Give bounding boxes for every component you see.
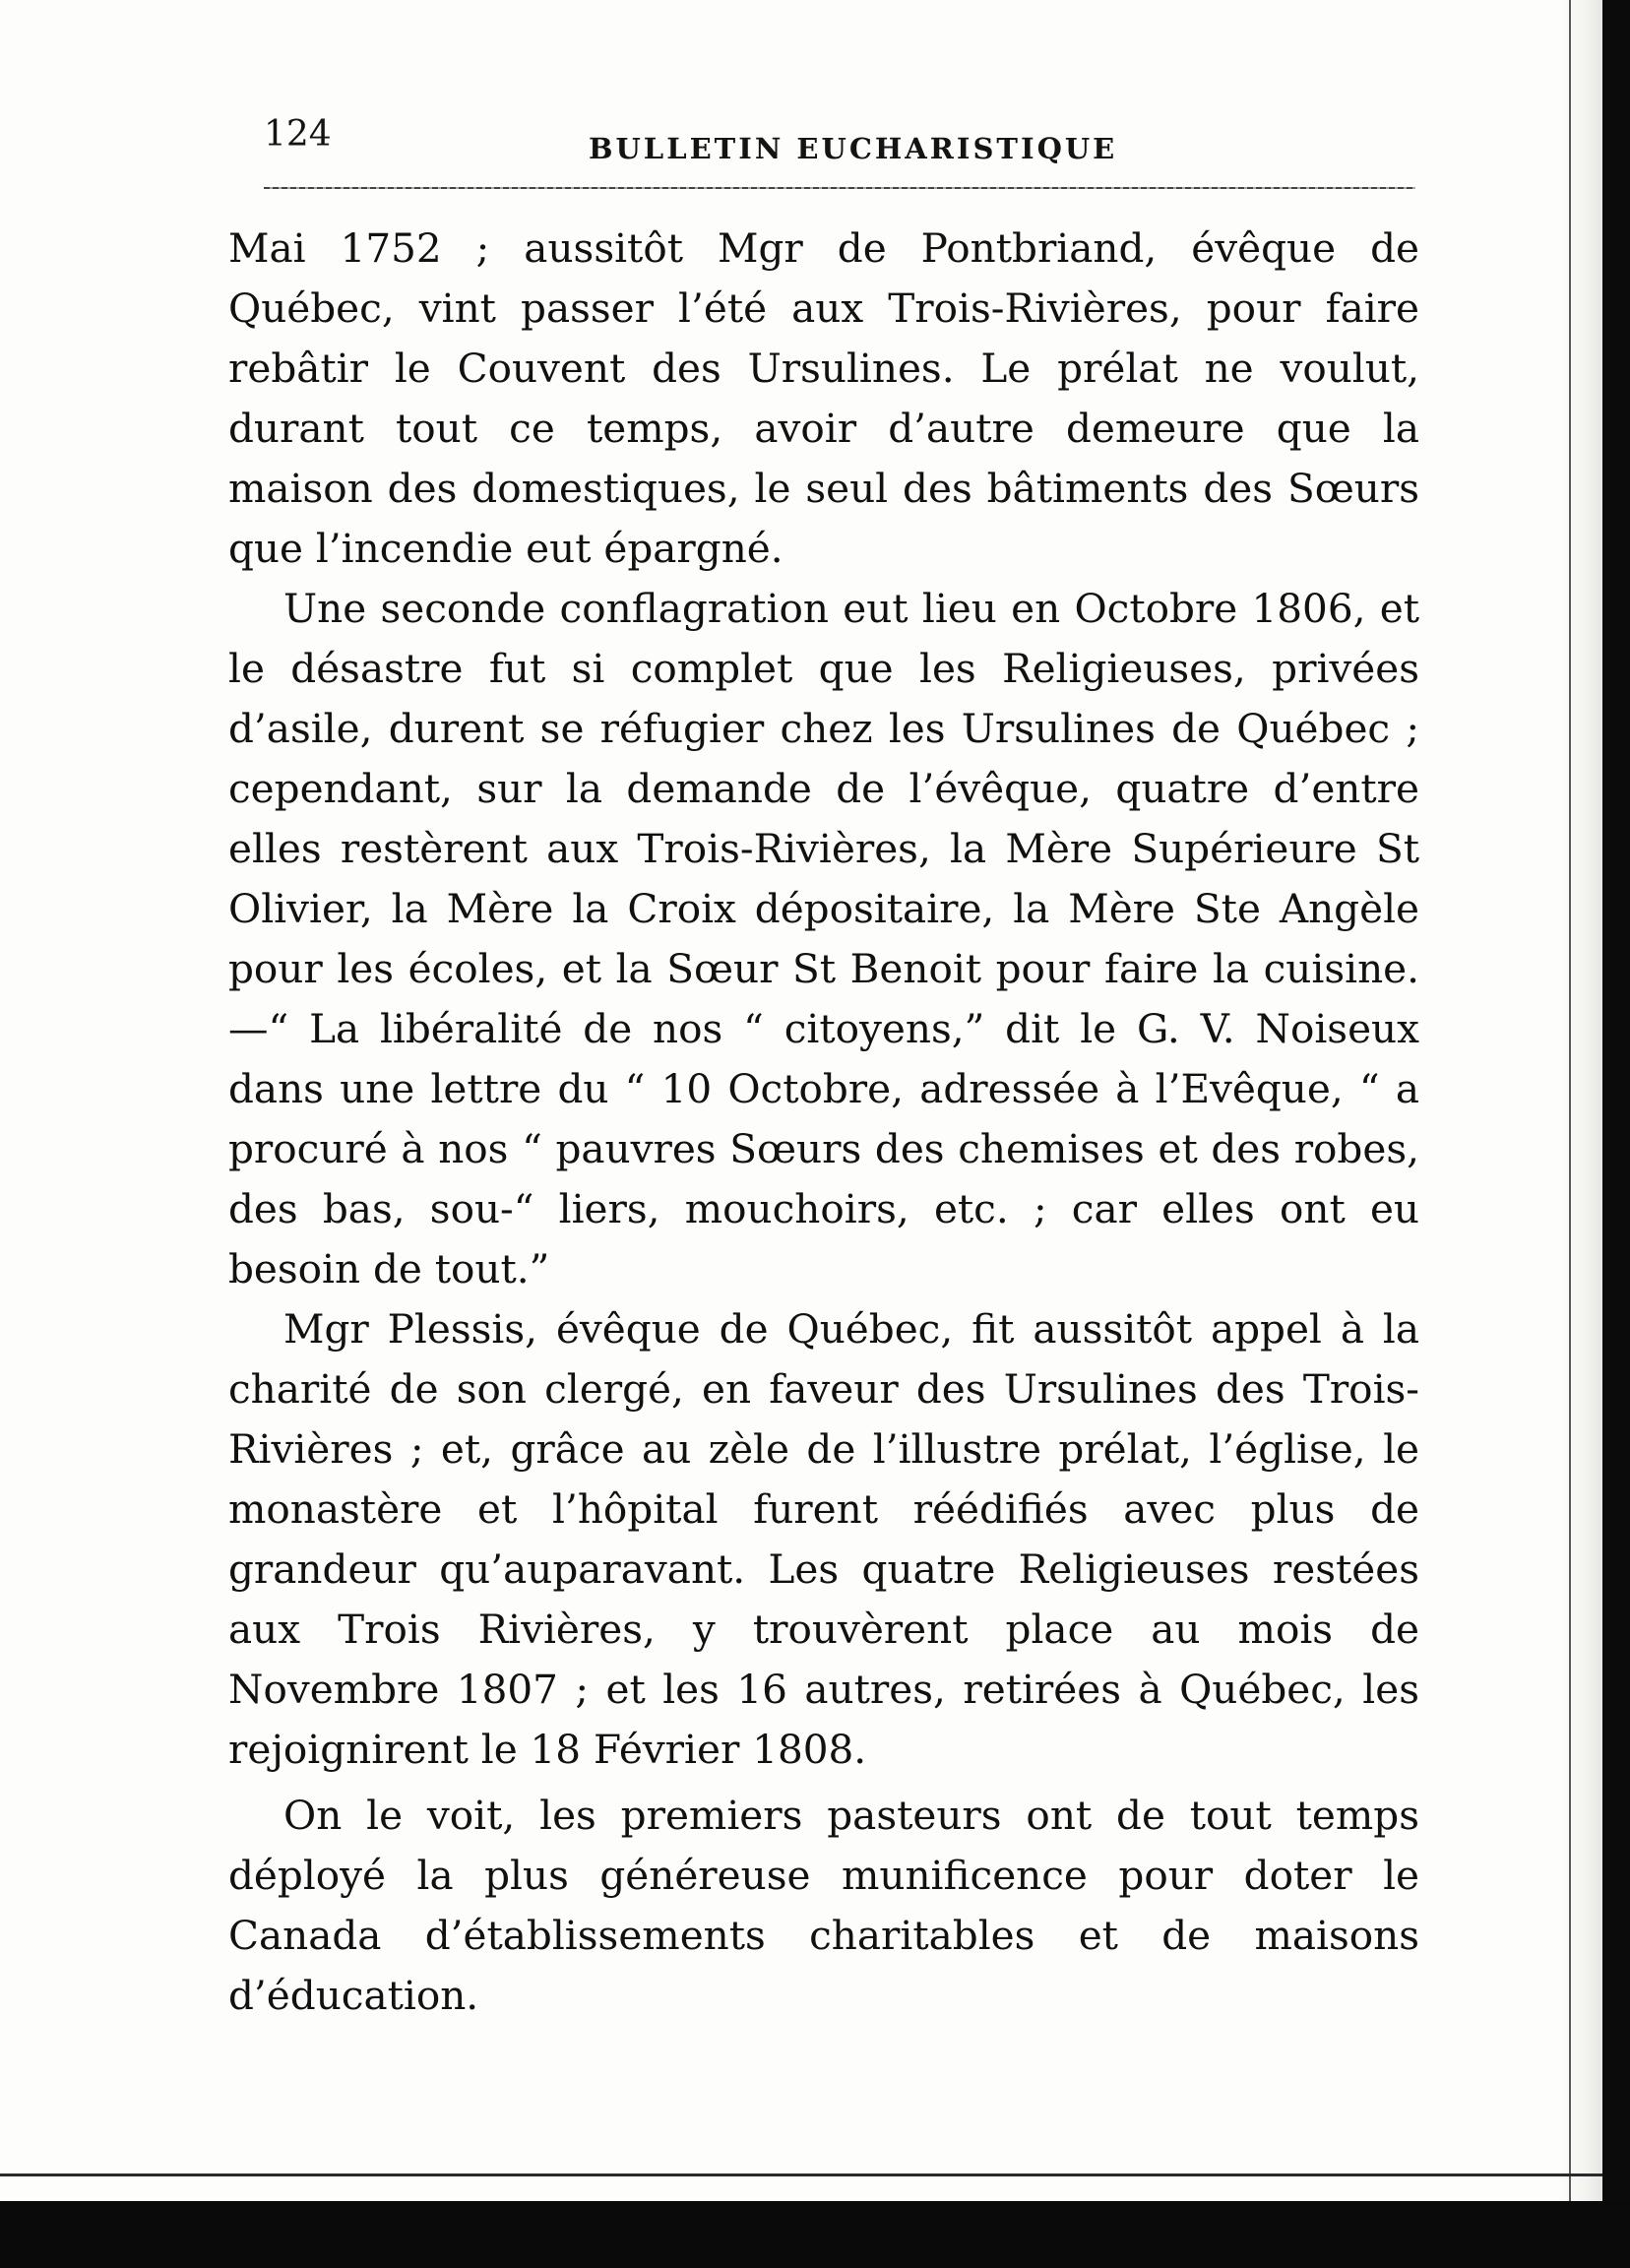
paragraph-4: On le voit, les premiers pasteurs ont de tout temps déployé la plus généreuse munificence pour doter le Canada d’établissements charitables et de maisons d’éducation. (228, 1792, 1419, 2019)
header-rule (264, 187, 1415, 189)
scan-border-bottom (0, 2201, 1630, 2268)
paragraph-1: Mai 1752 ; aussitôt Mgr de Pontbriand, évêque de Québec, vint passer l’été aux Trois-Rivières, pour faire rebâtir le Couvent des Ursulines. Le prélat ne voulut, durant tout ce temps, avoir d’autre demeure que la maison des domestiques, le seul des bâtiments des Sœurs que l’incendie eut épargné. (228, 224, 1419, 572)
scan-border-right (1602, 0, 1630, 2268)
page-edge-line (1569, 0, 1571, 2201)
paragraph-2: Une seconde conflagration eut lieu en Octobre 1806, et le désastre fut si complet que les Religieuses, privées d’asile, durent se réfugier chez les Ursulines de Québec ; cependant, sur la demande de l’évêque, quatre d’entre elles restèrent aux Trois-Rivières, la Mère Supérieure St Olivier, la Mère la Croix dépositaire, la Mère Ste Angèle pour les écoles, et la Sœur St Benoit pour faire la cuisine.—“ La libéralité de nos “ citoyens,” dit le G. V. Noiseux dans une lettre du “ 10 Octobre, adressée à l’Evêque, “ a procuré à nos “ pauvres Sœurs des chemises et des robes, des bas, sou-“ liers, mouchoirs, etc. ; car elles ont eu besoin de tout.” (228, 585, 1419, 1292)
page-body (228, 219, 1419, 2026)
page-bottom-line (0, 2174, 1602, 2176)
page-number: 124 (264, 114, 332, 155)
page-edge-shade (1561, 0, 1602, 2201)
running-title: BULLETIN EUCHARISTIQUE (589, 132, 1118, 165)
paragraph-3: Mgr Plessis, évêque de Québec, fit aussitôt appel à la charité de son clergé, en faveur des Ursulines des Trois-Rivières ; et, grâce au zèle de l’illustre prélat, l’église, le monastère et l’hôpital furent réédifiés avec plus de grandeur qu’auparavant. Les quatre Religieuses restées aux Trois Rivières, y trouvèrent place au mois de Novembre 1807 ; et les 16 autres, retirées à Québec, les rejoignirent le 18 Février 1808. (228, 1305, 1419, 1773)
page-header (264, 110, 1415, 169)
